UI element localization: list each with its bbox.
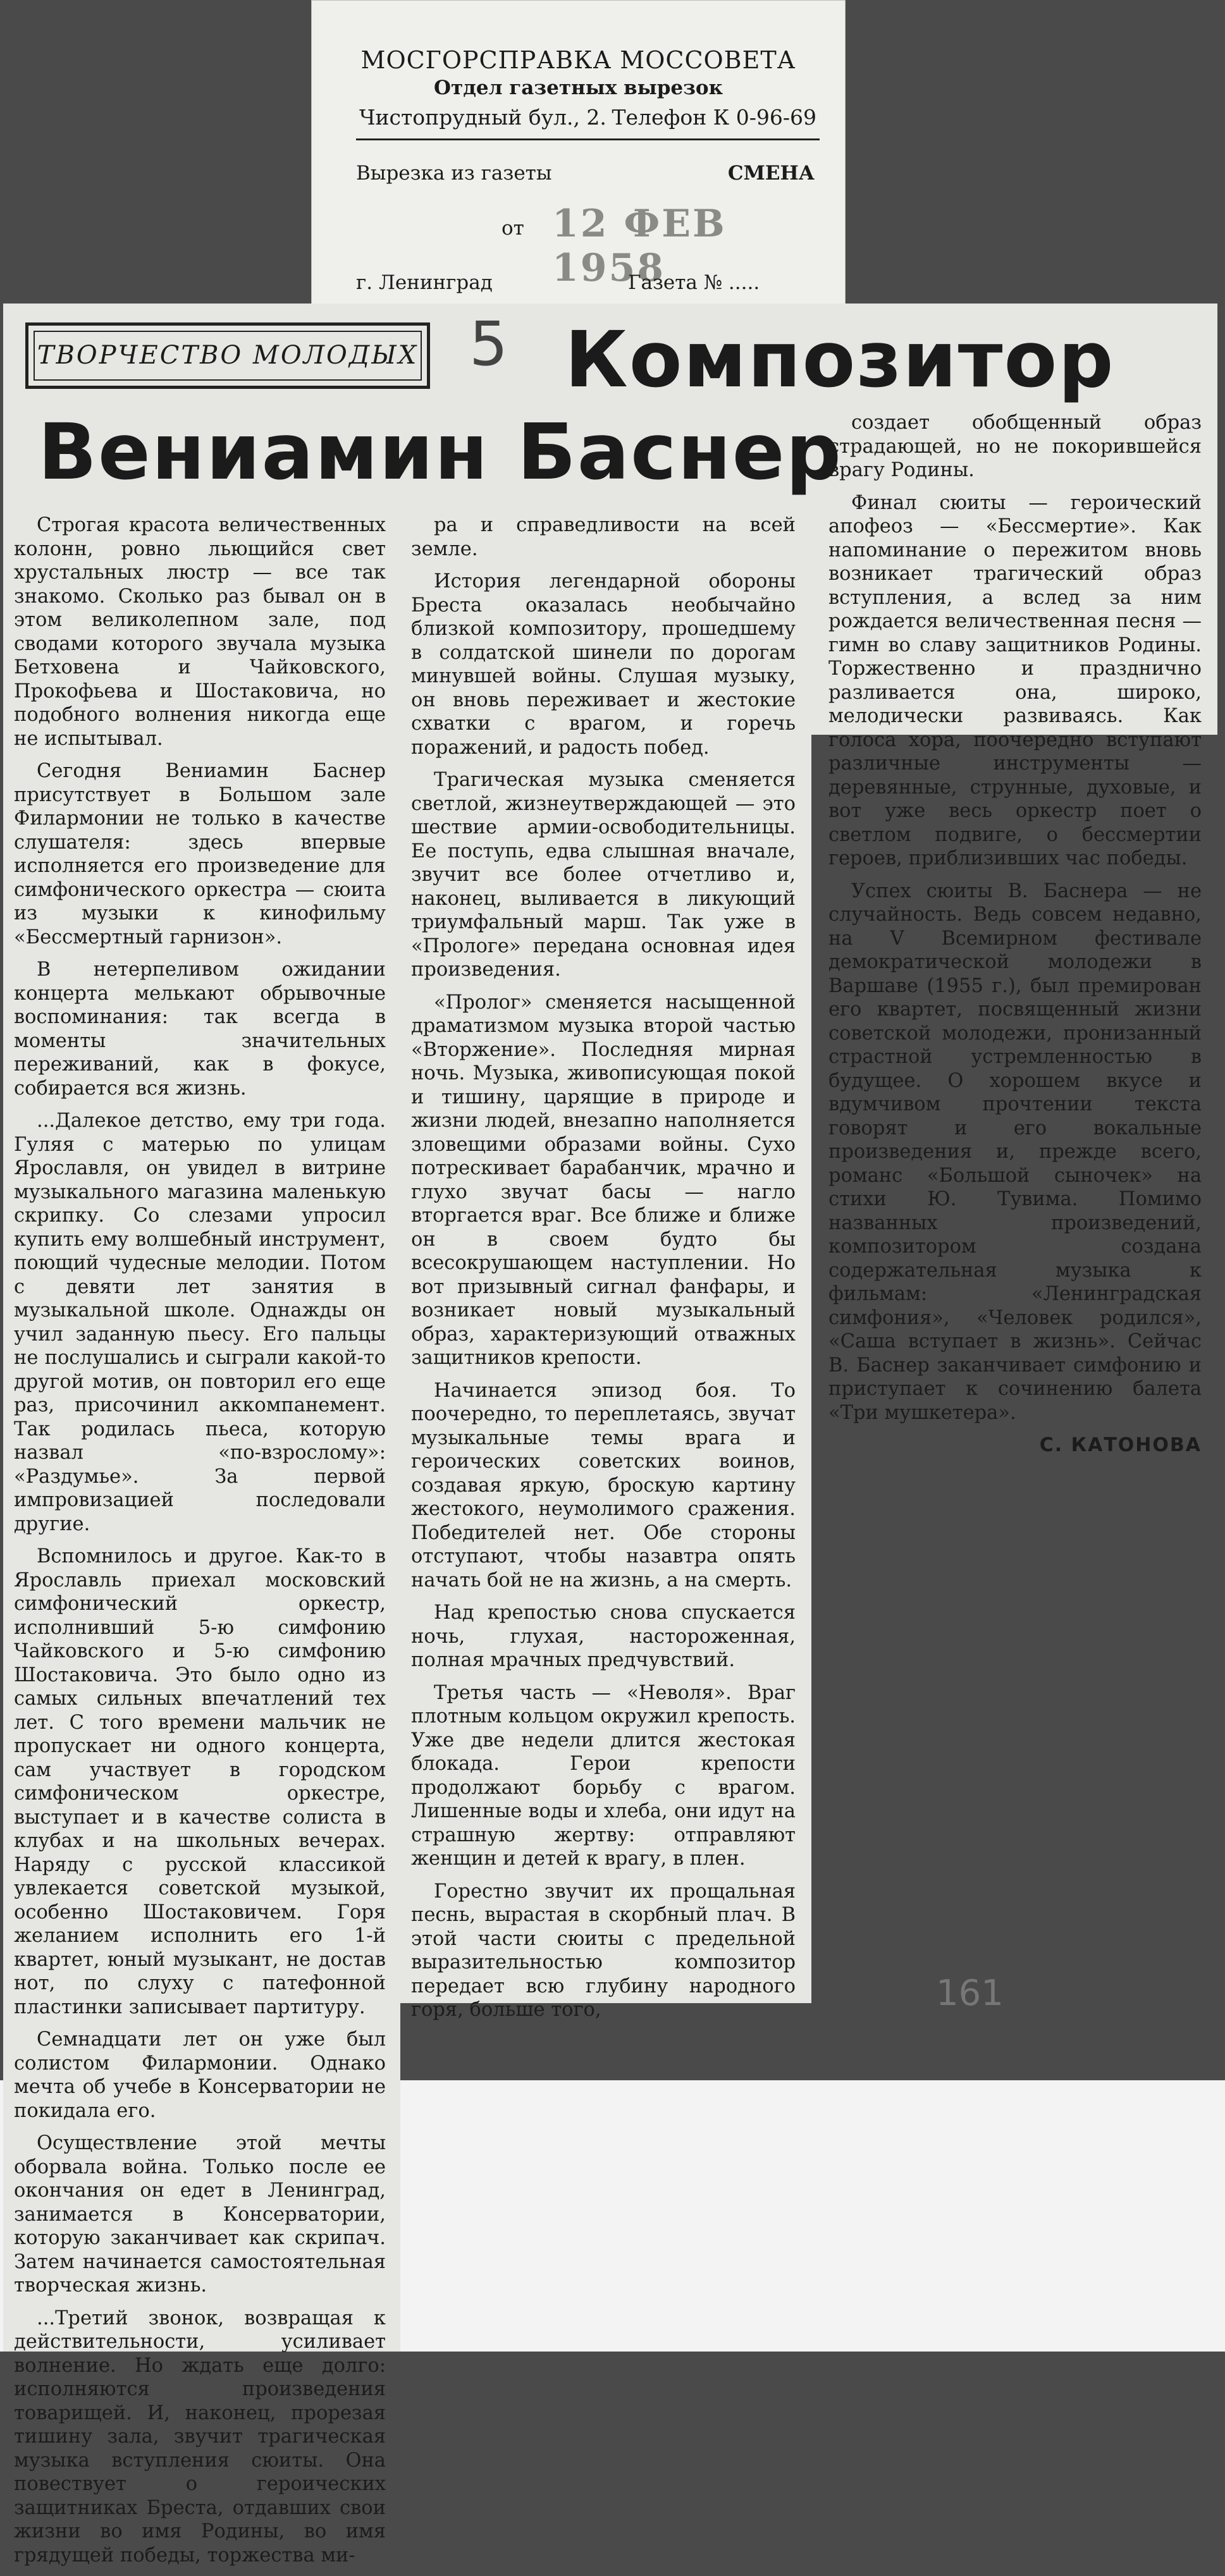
paragraph: Начинается эпизод боя. То поочередно, то переплетаясь, звучат музыкальные темы врага и героических советских воинов, создавая яркую, броскую картину жестокого, неумолимого сражения. Победителей нет. Обе стороны отступают, чтобы назавтра опять начать бой не на жизнь, а на смерть. (411, 1379, 796, 1592)
headline-line2: Вениамин Баснер (38, 407, 842, 497)
headline-line1: Композитор (565, 315, 1115, 405)
department-name: Отдел газетных вырезок (434, 77, 723, 99)
article-column-2 (411, 513, 796, 2031)
article-column-3 (828, 411, 1202, 1457)
paragraph: Горестно звучит их прощальная песнь, вырастая в скорбный плач. В этой части сюиты с предельной выразительностью композитор передает всю глубину народного горя, больше того, (411, 1880, 796, 2021)
agency-name: МОСГОРСПРАВКА МОССОВЕТА (360, 46, 796, 74)
paragraph: ...Далекое детство, ему три года. Гуляя с матерью по улицам Ярославля, он увидел в витрине музыкального магазина маленькую скрипку. Со слезами упросил купить ему волшебный инструмент, поющий чудесные мелодии. Потом с девяти лет занятия в музыкальной школе. Однажды он учил заданную пьесу. Его пальцы не послушались и сыграли какой-то другой мотив, он повторил его еще раз, присочинил аккомпанемент. Так родилась пьеса, которую назвал «по-взрослому»: «Раздумье». За первой импровизацией последовали другие. (14, 1110, 386, 1535)
date-label: от (502, 217, 524, 240)
cutting-label: Вырезка из газеты (356, 162, 552, 185)
article-column-1 (14, 513, 386, 2576)
archive-label (311, 0, 846, 311)
rubric-label: ТВОРЧЕСТВО МОЛОДЫХ (34, 331, 422, 381)
author-signature: С. КАТОНОВА (1039, 1434, 1202, 1456)
paragraph: Строгая красота величественных колонн, ровно льющийся свет хрустальных люстр — все так знакомо. Сколько раз бывал он в этом великолепном зале, под сводами которого звучала музыка Бетховена и Чайковского, Прокофьева и Шостаковича, но подобного волнения никогда еще не испытывал. (14, 514, 386, 750)
paragraph: История легендарной обороны Бреста оказалась необычайно близкой композитору, прошедшему в солдатской шинели по дорогам минувшей войны. Слушая музыку, он вновь переживает и жестокие схватки с врагом, и горечь поражений, и радость побед. (411, 570, 796, 759)
paragraph: Третья часть — «Неволя». Враг плотным кольцом окружил крепость. Уже две недели длится жестокая блокада. Герои крепости продолжают борьбу с врагом. Лишенные воды и хлеба, они идут на страшную жертву: отправляют женщин и детей к врагу, в плен. (411, 1681, 796, 1870)
paragraph: Финал сюиты — героический апофеоз — «Бессмертие». Как напоминание о пережитом вновь возникает трагический образ вступления, а вслед за ним рождается величественная песня — гимн во славу защитников Родины. Торжественно и празднично разливается она, широко, мелодически развиваясь. Как голоса хора, поочередно вступают различные инструменты — деревянные, струнные, духовые, и вот уже весь оркестр поет о светлом подвиге, о бессмертии героев, приблизивших час победы. (828, 491, 1202, 869)
paragraph: Сегодня Вениамин Баснер присутствует в Большом зале Филармонии не только в качестве слушателя: здесь впервые исполняется его произведение для симфонического оркестра — сюита из музыки к кинофильму «Бессмертный гарнизон». (14, 760, 386, 948)
paragraph: В нетерпеливом ожидании концерта мелькают обрывочные воспоминания: так всегда в моменты значительных переживаний, как в фокусе, собирается вся жизнь. (14, 959, 386, 1100)
paragraph: создает обобщенный образ страдающей, но не покорившейся врагу Родины. (828, 412, 1202, 481)
paragraph: Осуществление этой мечты оборвала война. Только после ее окончания он едет в Ленинград, занимается в Консерватории, которую заканчивает как скрипач. Затем начинается самостоятельная творческая жизнь. (14, 2132, 386, 2297)
paragraph: «Пролог» сменяется насыщенной драматизмом музыка второй частью «Вторжение». Последняя мирная ночь. Музыка, живописующая покой и тишину, царящие в природе и жизни людей, внезапно наполняется зловещими образами войны. Сухо потрескивает барабанчик, мрачно и глухо звучат басы — нагло вторгается враг. Все ближе и ближе он в своем будто бы всесокрушающем наступлении. Но вот призывный сигнал фанфары, и возникает новый музыкальный образ, характеризующий отважных защитников крепости. (411, 991, 796, 1369)
gazette-number: Газета № ..... (628, 271, 760, 294)
city: г. Ленинград (356, 271, 493, 294)
newspaper-name: СМЕНА (727, 162, 815, 185)
date-stamp: 12 ФЕВ 1958 (552, 202, 727, 290)
divider (356, 138, 820, 140)
paragraph: Вспомнилось и другое. Как-то в Ярославль приехал московский симфонический оркестр, исполнивший 5-ю симфонию Чайковского и 5-ю симфонию Шостаковича. Это было одно из самых сильных впечатлений тех лет. С того времени мальчик не пропускает ни одного концерта, сам участвует в городском симфоническом оркестре, выступает и в качестве солиста в клубах и на школьных вечерах. Наряду с русской классикой увлекается советской музыкой, особенно Шостаковичем. Горя желанием исполнить его 1-й квартет, юный музыкант, не достав нот, по слуху с патефонной пластинки записывает партитуру. (14, 1545, 386, 2018)
paragraph: ра и справедливости на всей земле. (411, 514, 796, 560)
paragraph: Успех сюиты В. Баснера — не случайность. Ведь совсем недавно, на V Всемирном фестивале демократической молодежи в Варшаве (1955 г.), был премирован его квартет, посвященный жизни советской молодежи, пронизанный страстной устремленностью в будущее. О хорошем вкусе и вдумчивом прочтении текста говорят и его вокальные произведения и, прежде всего, романс «Большой сыночек» на стихи Ю. Тувима. Помимо названных произведений, композитором создана содержательная музыка к фильмам: «Ленинградская симфония», «Человек родился», «Саша вступает в жизнь». Сейчас В. Баснер заканчивает симфонию и приступает к сочинению балета «Три мушкетера». (828, 880, 1202, 1424)
paragraph: Над крепостью снова спускается ночь, глухая, настороженная, полная мрачных предчувствий. (411, 1602, 796, 1671)
archive-number: 161 (936, 1973, 1004, 2014)
address: Чистопрудный бул., 2. (359, 105, 606, 130)
rubric-box (25, 322, 430, 389)
paragraph: Семнадцати лет он уже был солистом Филармонии. Однако мечта об учебе в Консерватории не покидала его. (14, 2028, 386, 2122)
phone: Телефон К 0-96-69 (612, 105, 816, 130)
paragraph: Трагическая музыка сменяется светлой, жизнеутверждающей — это шествие армии-освободительницы. Ее поступь, едва слышная вначале, звучит все более отчетливо и, наконец, выливается в ликующий триумфальный марш. Так уже в «Прологе» передана основная идея произведения. (411, 769, 796, 981)
handwritten-mark: 5 (469, 309, 508, 379)
paragraph: ...Третий звонок, возвращая к действительности, усиливает волнение. Но ждать еще долго: исполняются произведения товарищей. И, наконец, прорезая тишину зала, звучит трагическая музыка вступления сюиты. Она повествует о героических защитниках Бреста, отдавших свои жизни во имя Родины, во имя грядущей победы, торжества ми- (14, 2307, 386, 2567)
